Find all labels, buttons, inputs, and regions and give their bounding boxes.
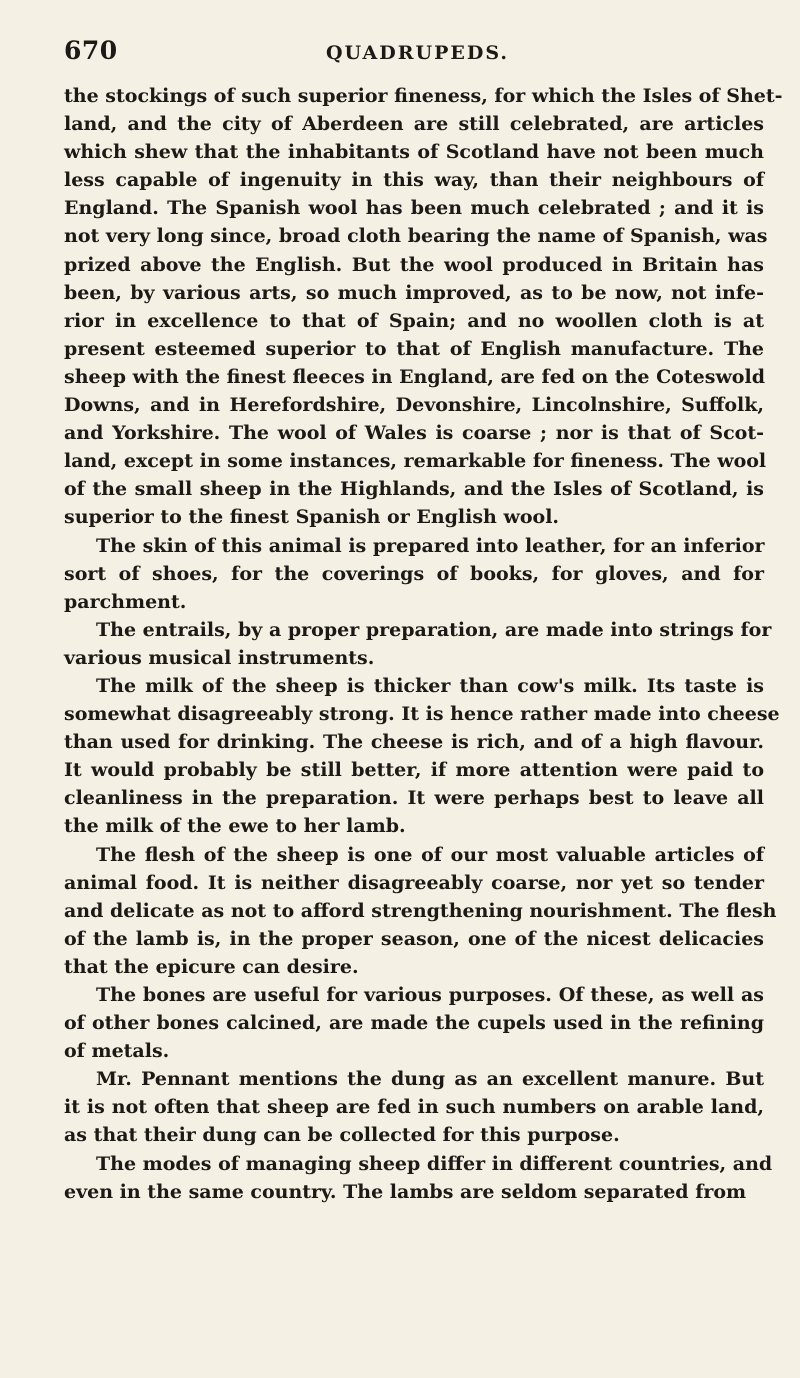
text-line: than used for drinking. The cheese is rich, and of a high flavour.	[64, 731, 764, 754]
text-line: present esteemed superior to that of English manufacture. The	[64, 337, 764, 360]
text-line: as that their dung can be collected for this purpose.	[64, 1124, 620, 1147]
paragraph	[64, 841, 777, 981]
paragraph	[64, 672, 780, 841]
text-line: superior to the finest Spanish or English wool.	[64, 506, 560, 529]
text-line: of metals.	[64, 1040, 170, 1063]
text-line: cleanliness in the preparation. It were perhaps best to leave all	[64, 787, 764, 810]
text-line: The entrails, by a proper preparation, are made into strings for	[96, 618, 772, 641]
text-line: of the lamb is, in the proper season, one of the nicest delicacies	[64, 927, 764, 950]
text-line: land, except in some instances, remarkable for fineness. The wool	[64, 450, 767, 473]
text-line: not very long since, broad cloth bearing the name of Spanish, was	[64, 225, 768, 248]
paragraph	[64, 1065, 764, 1149]
paragraph	[64, 82, 783, 532]
text-line: somewhat disagreeably strong. It is hence rather made into cheese	[64, 703, 780, 726]
text-line: prized above the English. But the wool produced in Britain has	[64, 253, 764, 276]
text-line: rior in excellence to that of Spain; and no woollen cloth is at	[64, 309, 764, 332]
text-line: various musical instruments.	[64, 646, 375, 669]
text-line: The modes of managing sheep differ in different countries, and	[96, 1152, 773, 1175]
text-line: which shew that the inhabitants of Scotland have not been much	[64, 141, 764, 164]
text-line: sheep with the finest fleeces in England, are fed on the Coteswold	[64, 365, 765, 388]
text-line: even in the same country. The lambs are seldom separated from	[64, 1180, 747, 1203]
text-line: The skin of this animal is prepared into leather, for an inferior	[96, 534, 765, 557]
paragraph	[64, 981, 764, 1065]
page-body-text	[64, 82, 783, 1206]
text-line: of other bones calcined, are made the cupels used in the refining	[64, 1012, 764, 1035]
text-line: less capable of ingenuity in this way, than their neighbours of	[64, 169, 764, 192]
text-line: Downs, and in Herefordshire, Devonshire, Lincolnshire, Suffolk,	[64, 394, 764, 417]
paragraph	[64, 1150, 773, 1206]
page-header	[64, 36, 760, 70]
text-line: and Yorkshire. The wool of Wales is coarse ; nor is that of Scot-	[64, 422, 764, 445]
text-line: The milk of the sheep is thicker than cow's milk. Its taste is	[96, 674, 764, 697]
paragraph	[64, 616, 772, 672]
text-line: animal food. It is neither disagreeably coarse, nor yet so tender	[64, 871, 764, 894]
text-line: Mr. Pennant mentions the dung as an excellent manure. But	[96, 1068, 764, 1091]
text-line: it is not often that sheep are fed in such numbers on arable land,	[64, 1096, 764, 1119]
running-head: QUADRUPEDS.	[326, 42, 510, 64]
text-line: parchment.	[64, 590, 187, 613]
text-line: and delicate as not to afford strengthening nourishment. The flesh	[64, 899, 777, 922]
paragraph	[64, 532, 764, 616]
text-line: It would probably be still better, if more attention were paid to	[64, 759, 764, 782]
text-line: the milk of the ewe to her lamb.	[64, 815, 406, 838]
text-line: that the epicure can desire.	[64, 955, 359, 978]
text-line: sort of shoes, for the coverings of books, for gloves, and for	[64, 562, 764, 585]
text-line: been, by various arts, so much improved, as to be now, not infe-	[64, 281, 764, 304]
text-line: The bones are useful for various purposes. Of these, as well as	[96, 984, 764, 1006]
text-line: England. The Spanish wool has been much celebrated ; and it is	[64, 197, 764, 220]
page-number: 670	[64, 36, 118, 65]
text-line: land, and the city of Aberdeen are still celebrated, are articles	[64, 113, 764, 136]
text-line: the stockings of such superior fineness, for which the Isles of Shet-	[64, 85, 783, 107]
text-line: The flesh of the sheep is one of our most valuable articles of	[96, 843, 764, 866]
text-line: of the small sheep in the Highlands, and the Isles of Scotland, is	[64, 478, 764, 501]
